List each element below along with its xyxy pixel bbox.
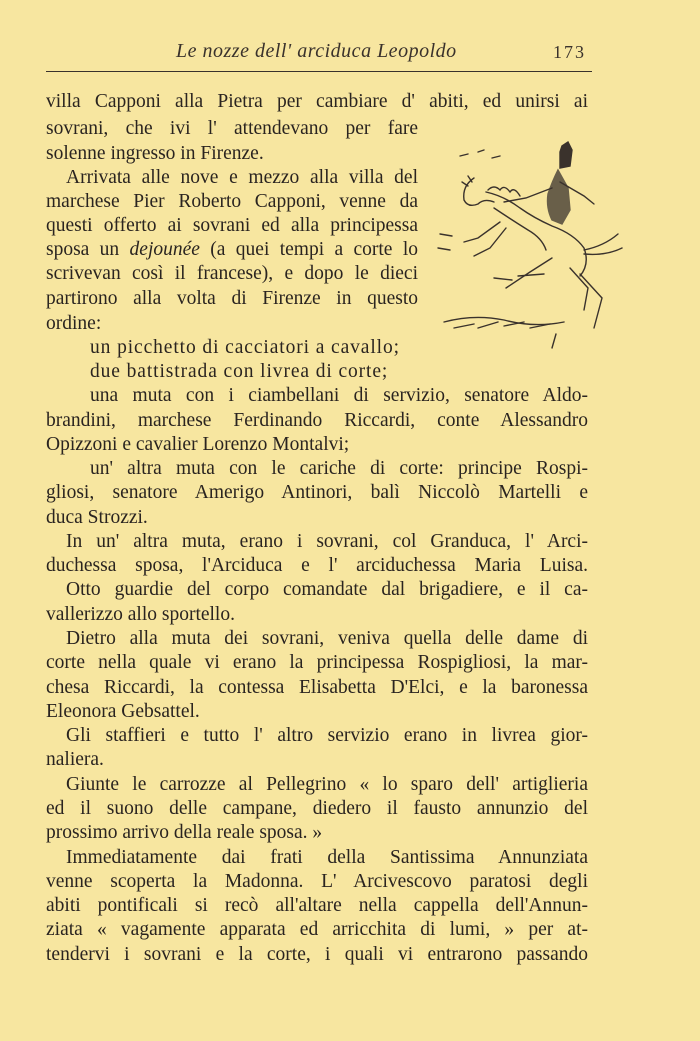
- text-line: Eleonora Gebsattel.: [46, 701, 200, 722]
- text-line: prossimo arrivo della reale sposa. »: [46, 822, 323, 843]
- text-line: ed il suono delle campane, diedero il fausto annunzio del: [46, 798, 588, 819]
- text-line: ordine:: [46, 313, 102, 334]
- text-line: chesa Riccardi, la contessa Elisabetta D'Elci, e la baronessa: [46, 677, 588, 698]
- text-line: brandini, marchese Ferdinando Riccardi, conte Alessandro: [46, 410, 588, 431]
- header-rule: [46, 71, 592, 72]
- text-line: partirono alla volta di Firenze in questo: [46, 288, 418, 309]
- text-line: Gli staffieri e tutto l' altro servizio erano in livrea gior-: [66, 725, 588, 746]
- text-line: Arrivata alle nove e mezzo alla villa del: [66, 167, 418, 188]
- italic-word: dejounée: [129, 239, 200, 260]
- text-line: sovrani, che ivi l' attendevano per fare: [46, 118, 418, 139]
- text-line: due battistrada con livrea di corte;: [90, 361, 389, 382]
- text-line: naliera.: [46, 749, 104, 770]
- text-line: questi offerto ai sovrani ed alla principessa: [46, 215, 418, 236]
- text-line: villa Capponi alla Pietra per cambiare d' abiti, ed unirsi ai: [46, 91, 588, 112]
- text-line: corte nella quale vi erano la principessa Rospigliosi, la mar-: [46, 652, 588, 673]
- page-number: 173: [553, 42, 586, 62]
- text-line: Opizzoni e cavalier Lorenzo Montalvi;: [46, 434, 350, 455]
- text-line: venne scoperta la Madonna. L' Arcivescovo paratosi degli: [46, 871, 588, 892]
- text-line: vallerizzo allo sportello.: [46, 604, 235, 625]
- text-line: ziata « vagamente apparata ed arricchita di lumi, » per at-: [46, 919, 588, 940]
- text-line: scrivevan così il francese), e dopo le dieci: [46, 263, 418, 284]
- page-header: [46, 40, 592, 70]
- running-title: Le nozze dell' arciduca Leopoldo: [176, 40, 457, 62]
- text-segment: sposa un: [46, 239, 130, 260]
- text-line: un picchetto di cacciatori a cavallo;: [90, 337, 400, 358]
- text-line: marchese Pier Roberto Capponi, venne da: [46, 191, 418, 212]
- text-line: In un' altra muta, erano i sovrani, col Granduca, l' Arci-: [66, 531, 588, 552]
- text-line: Immediatamente dai frati della Santissima Annunziata: [66, 847, 588, 868]
- text-line: Otto guardie del corpo comandate dal brigadiere, e il ca-: [66, 579, 588, 600]
- text-line: Dietro alla muta dei sovrani, veniva quella delle dame di: [66, 628, 588, 649]
- text-line: Giunte le carrozze al Pellegrino « lo sparo dell' artiglieria: [66, 774, 588, 795]
- text-line: solenne ingresso in Firenze.: [46, 143, 264, 164]
- text-line: tendervi i sovrani e la corte, i quali vi entrarono passando: [46, 944, 588, 965]
- horse-rider-illustration-icon: [434, 138, 626, 360]
- text-segment: (a quei tempi a corte lo: [199, 239, 418, 260]
- text-line: una muta con i ciambellani di servizio, senatore Aldo-: [90, 385, 588, 406]
- text-line: gliosi, senatore Amerigo Antinori, balì Niccolò Martelli e: [46, 482, 588, 503]
- text-line: duchessa sposa, l'Arciduca e l' arciduchessa Maria Luisa.: [46, 555, 588, 576]
- text-line: un' altra muta con le cariche di corte: principe Rospi-: [90, 458, 588, 479]
- text-line: abiti pontificali si recò all'altare nella cappella dell'Annun-: [46, 895, 588, 916]
- text-line: duca Strozzi.: [46, 507, 148, 528]
- text-line: [46, 238, 418, 262]
